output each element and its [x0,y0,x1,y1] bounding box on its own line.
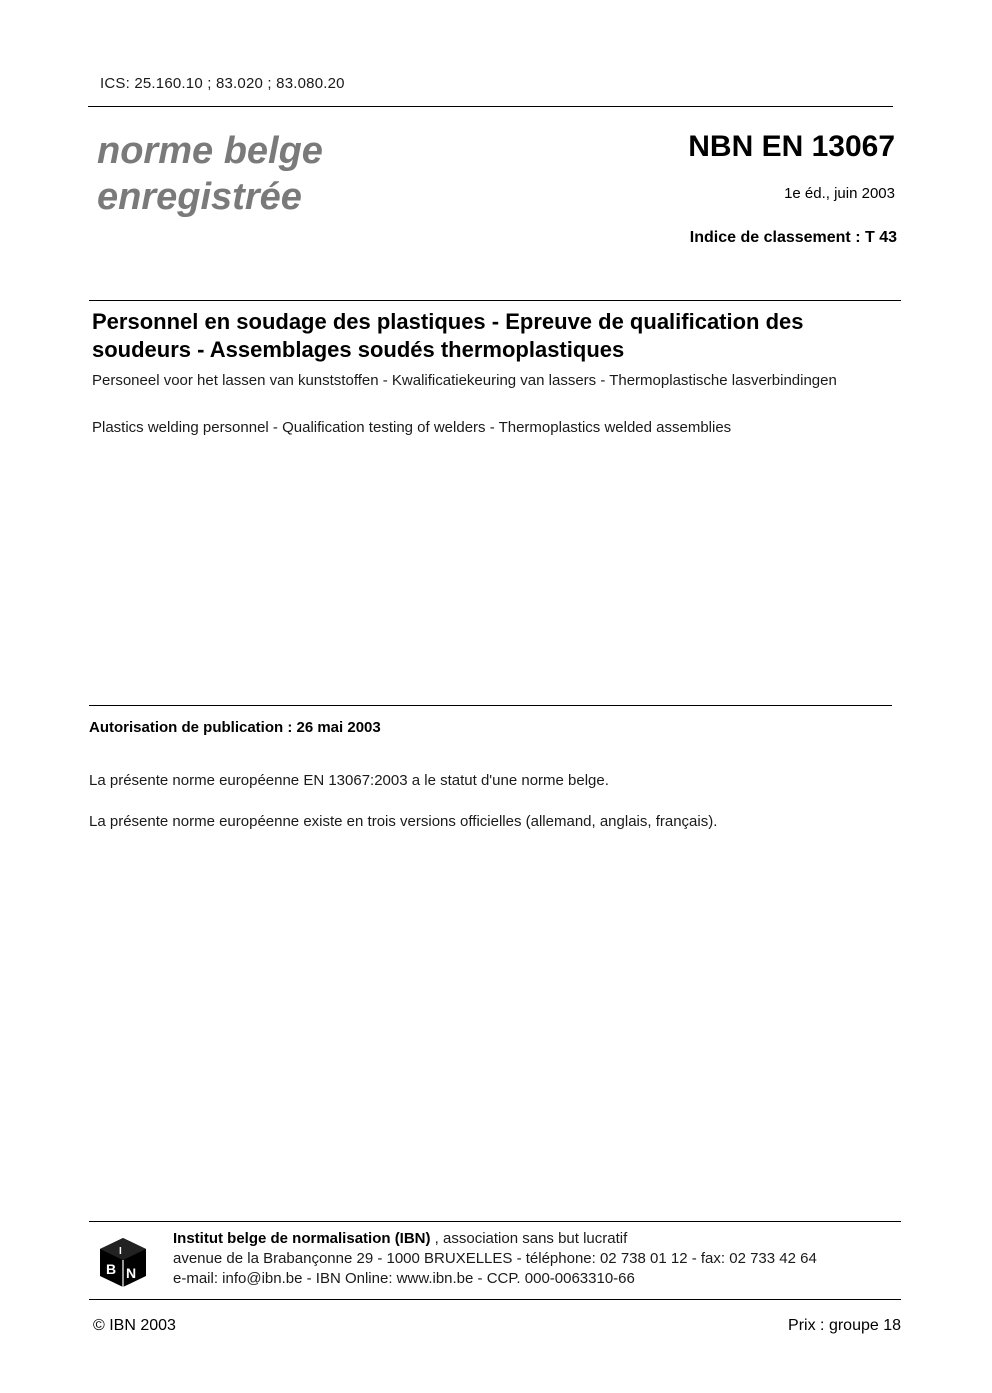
classification-index: Indice de classement : T 43 [689,229,897,246]
svg-text:I: I [119,1246,122,1257]
ics-codes: ICS: 25.160.10 ; 83.020 ; 83.080.20 [100,75,345,92]
institute-name: Institut belge de normalisation (IBN) [173,1230,431,1247]
edition-date: 1e éd., juin 2003 [784,185,895,202]
institute-name-line [173,1229,817,1249]
institute-rule [89,1221,901,1222]
institute-contact: e-mail: info@ibn.be - IBN Online: www.ibn.be - CCP. 000-0063310-66 [173,1270,635,1287]
institute-info [173,1229,817,1289]
footer-rule [89,1299,901,1300]
price-group: Prix : groupe 18 [788,1317,901,1334]
institute-type: , association sans but lucratif [430,1230,628,1247]
title-dutch: Personeel voor het lassen van kunststoffen - Kwalificatiekeuring van lassers - Thermoplastische lasverbindingen [92,372,837,389]
standard-number: NBN EN 13067 [688,130,895,163]
versions-paragraph: La présente norme européenne existe en trois versions officielles (allemand, anglais, français). [89,813,718,830]
title-rule [89,300,901,301]
svg-text:B: B [106,1261,117,1277]
header-rule [88,106,893,107]
copyright: © IBN 2003 [93,1317,176,1334]
publication-authorisation: Autorisation de publication : 26 mai 2003 [89,719,381,736]
brand-title [97,128,323,220]
publication-rule [89,705,892,706]
svg-text:N: N [126,1265,137,1281]
title-english: Plastics welding personnel - Qualification testing of welders - Thermoplastics welded assemblies [92,419,732,436]
title-french: Personnel en soudage des plastiques - Epreuve de qualification des soudeurs - Assemblages soudés thermoplastiques [92,309,804,362]
brand-line-2: enregistrée [97,176,302,218]
ibn-logo [98,1236,148,1288]
status-paragraph: La présente norme européenne EN 13067:2003 a le statut d'une norme belge. [89,772,609,789]
institute-address: avenue de la Brabançonne 29 - 1000 BRUXELLES - téléphone: 02 738 01 12 - fax: 02 733 42 64 [173,1250,817,1267]
brand-line-1: norme belge [97,130,323,172]
